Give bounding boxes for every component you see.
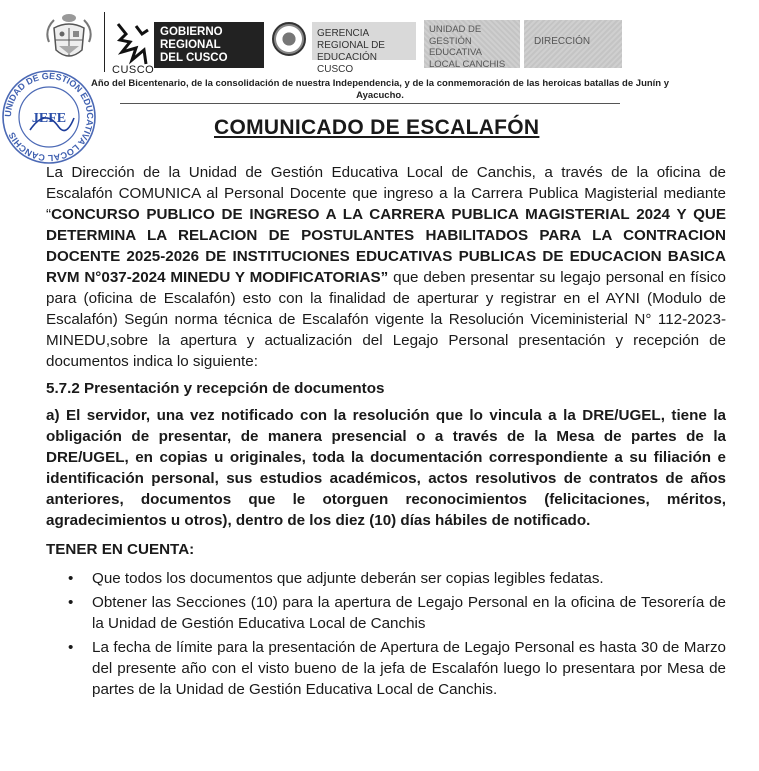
section-heading: 5.7.2 Presentación y recepción de documentos — [46, 380, 385, 397]
year-motto: Año del Bicentenario, de la consolidación de nuestra Independencia, y de la conmemoración de las heroicas batallas de Junín y Ayacucho. — [90, 78, 670, 101]
intro-contest-title: CONCURSO PUBLICO DE INGRESO A LA CARRERA PUBLICA MAGISTERIAL 2024 Y QUE DETERMINA LA RELACION DE POSTULANTES HABILITADOS PARA LA CONTRACION DOCENTE 2025-2026 DE INSTITUCIONES EDUCATIVAS PUBLICAS DE EDUCACION BASICA RVM N°037-2024 MINEDU Y MODIFICATORIAS” — [46, 206, 726, 286]
list-item — [66, 568, 726, 589]
header-rule — [120, 103, 620, 104]
peru-coat-of-arms-icon — [44, 12, 94, 66]
requirements-list — [66, 568, 726, 700]
letterhead — [0, 0, 759, 78]
gerencia-seal-icon — [272, 22, 306, 56]
stamp-ring-text: UNIDAD DE GESTIÓN EDUCATIVA LOCAL CANCHIS — [2, 70, 96, 164]
document-body — [46, 162, 726, 703]
gobierno-regional-badge — [154, 22, 264, 68]
header-divider — [104, 12, 105, 72]
gerencia-regional-label: GERENCIA REGIONAL DE EDUCACIÓN CUSCO — [312, 22, 416, 60]
intro-text-2: que deben presentar su legajo personal en físico para (oficina de Escalafón) esto con la finalidad de aperturar y registrar en el AYNI (Modulo de Escalafón) Según norma técnica de Escalafón vigente la Resolución Viceministerial N° 112-2023-MINEDU,sobre la apertura y actualización del Legajo Personal presentación y recepción de documentos indica lo siguiente: — [46, 269, 727, 370]
tener-en-cuenta-heading: TENER EN CUENTA: — [46, 541, 195, 558]
list-item-text: Que todos los documentos que adjunte deberán ser copias legibles fedatas. — [92, 570, 604, 587]
gobierno-line-1: GOBIERNO — [160, 26, 223, 38]
list-item — [66, 592, 726, 634]
direccion-label: DIRECCIÓN — [524, 20, 622, 68]
list-item-text: La fecha de límite para la presentación de Apertura de Legajo Personal es hasta 30 de Marzo del presente año con el visto bueno de la jefa de Escalafón luego lo presentara por Mesa de partes de la Unidad de Gestión Educativa Local de Canchis. — [92, 639, 726, 698]
gobierno-line-3: DEL CUSCO — [160, 52, 228, 64]
gobierno-line-2: REGIONAL — [160, 39, 221, 51]
intro-text-1: La Dirección de la Unidad de Gestión Educativa Local de Canchis, a través de la oficina de Escalafón COMUNICA al Personal Docente que ingreso a la Carrera Publica Magisterial mediante “ — [46, 164, 726, 223]
bullet-icon: • — [68, 570, 74, 587]
intro-paragraph — [46, 162, 726, 372]
bullet-icon: • — [68, 594, 74, 611]
stamp-inner-text: JEFE — [31, 111, 67, 126]
bullet-icon: • — [68, 639, 74, 656]
page-title: COMUNICADO DE ESCALAFÓN — [214, 116, 540, 139]
ugel-label: UNIDAD DE GESTIÓN EDUCATIVA LOCAL CANCHIS — [424, 20, 520, 68]
list-item-text: Obtener las Secciones (10) para la apertura de Legajo Personal en la oficina de Tesorería de la Unidad de Gestión Educativa Local de Canchis — [92, 594, 726, 632]
list-item — [66, 637, 726, 700]
cusco-label: CUSCO — [112, 64, 155, 76]
ugel-canchis-stamp — [0, 68, 98, 166]
paragraph-a: a) El servidor, una vez notificado con la resolución que lo vincula a la DRE/UGEL, tiene la obligación de presentar, de manera presencial o a través de la Mesa de partes de la DRE/UGEL, en copias u originales, toda la documentación correspondiente a su filiación e identificación personal, sus estudios académicos, actos resolutivos de contratos de años anteriores, documentos que le otorguen reconocimientos (felicitaciones, méritos, agradecimientos u otros), dentro de los diez (10) días hábiles de notificado. — [46, 407, 726, 529]
